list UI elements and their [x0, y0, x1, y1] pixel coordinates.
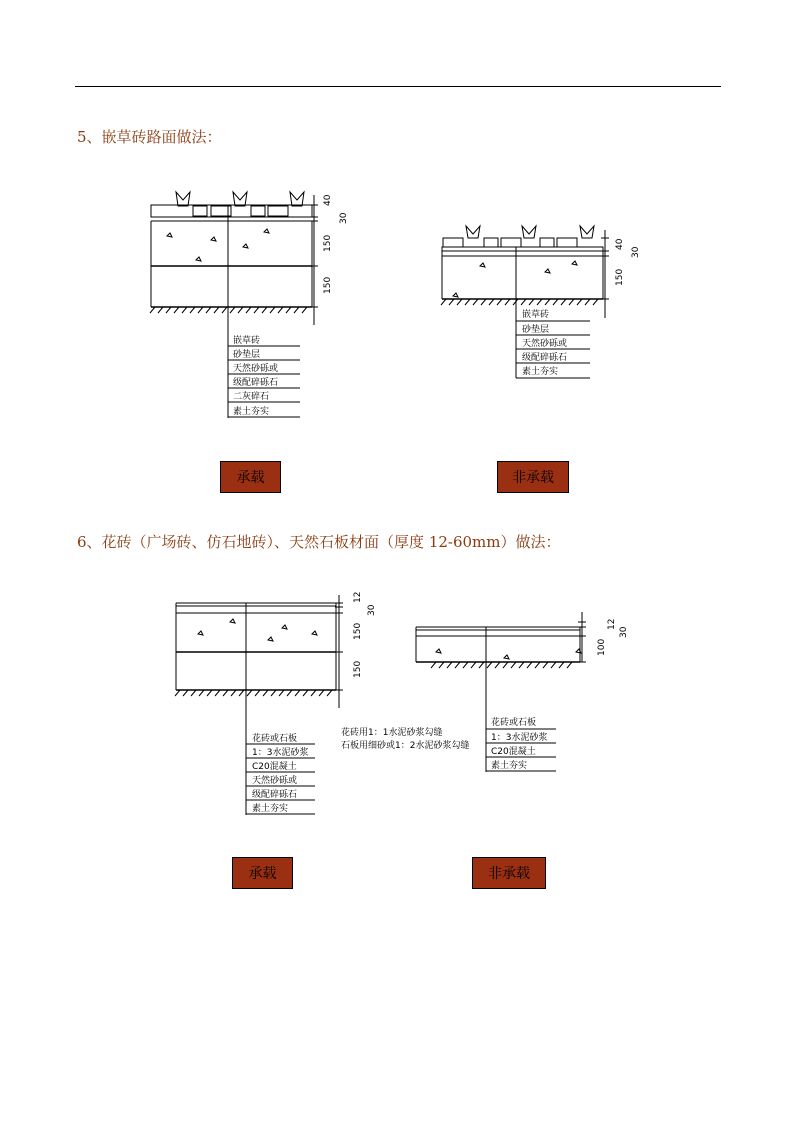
s5-right-dim: 30: [631, 246, 641, 258]
s5-right-layer: 天然砂砾或: [522, 339, 568, 349]
section-6-title: 6、花砖（广场砖、仿石地砖）、天然石板材面（厚度 12-60mm）做法：: [77, 533, 561, 551]
s5-right-layer: 素土夯实: [522, 367, 559, 377]
s6-left-dim: 150: [353, 660, 363, 678]
s5-left-dim: 40: [323, 194, 333, 206]
s6-left-layer: 天然砂砾或: [252, 776, 298, 786]
s5-left-dim: 150: [323, 234, 333, 252]
s5-left-layer: 素土夯实: [233, 407, 270, 417]
s5-left-layer: 嵌草砖: [233, 336, 261, 346]
s6-note: 石板用细砂或1：2水泥砂浆勾缝: [341, 741, 470, 751]
s6-left-dim: 30: [367, 604, 377, 616]
s5-left-dim: 30: [339, 212, 349, 224]
s5-load-bearing-button[interactable]: 承载: [220, 461, 281, 493]
s6-load-bearing-button[interactable]: 承载: [232, 857, 293, 889]
s5-left-layer: 天然砂砾或: [233, 364, 279, 374]
s5-left-dim: 150: [323, 276, 333, 294]
s5-left-layer: 二灰碎石: [233, 392, 270, 402]
s6-left-layer: 级配碎砾石: [252, 790, 298, 800]
s5-non-load-bearing-button[interactable]: 非承载: [497, 461, 569, 493]
s5-right-layer: 级配碎砾石: [522, 353, 568, 363]
s6-right-layer: 素土夯实: [491, 761, 528, 771]
s5-right-layer: 砂垫层: [522, 325, 550, 335]
s6-non-load-bearing-button[interactable]: 非承载: [472, 857, 546, 889]
s5-right-layer: 嵌草砖: [522, 310, 550, 320]
s6-right-layer: 花砖或石板: [491, 718, 537, 728]
s6-note: 花砖用1：1水泥砂浆勾缝: [341, 728, 443, 738]
s6-left-layer: 花砖或石板: [252, 734, 298, 744]
s6-right-layer: 1：3水泥砂浆: [491, 733, 548, 743]
s6-right-dim: 12: [607, 618, 617, 630]
s5-left-layer: 砂垫层: [233, 350, 261, 360]
s5-right-dim: 40: [615, 238, 625, 250]
s6-right-dim: 100: [597, 638, 607, 656]
s6-left-dim: 150: [353, 622, 363, 640]
section-5-title: 5、嵌草砖路面做法：: [77, 128, 222, 146]
s5-right-dim: 150: [615, 268, 625, 286]
s6-right-layer: C20混凝土: [491, 747, 536, 757]
s6-right-dim: 30: [619, 626, 629, 638]
s5-left-layer: 级配碎砾石: [233, 378, 279, 388]
s6-left-layer: 1：3水泥砂浆: [252, 748, 309, 758]
s6-left-layer: 素土夯实: [252, 804, 289, 814]
s6-left-dim: 12: [353, 591, 363, 603]
s6-left-layer: C20混凝土: [252, 762, 297, 772]
